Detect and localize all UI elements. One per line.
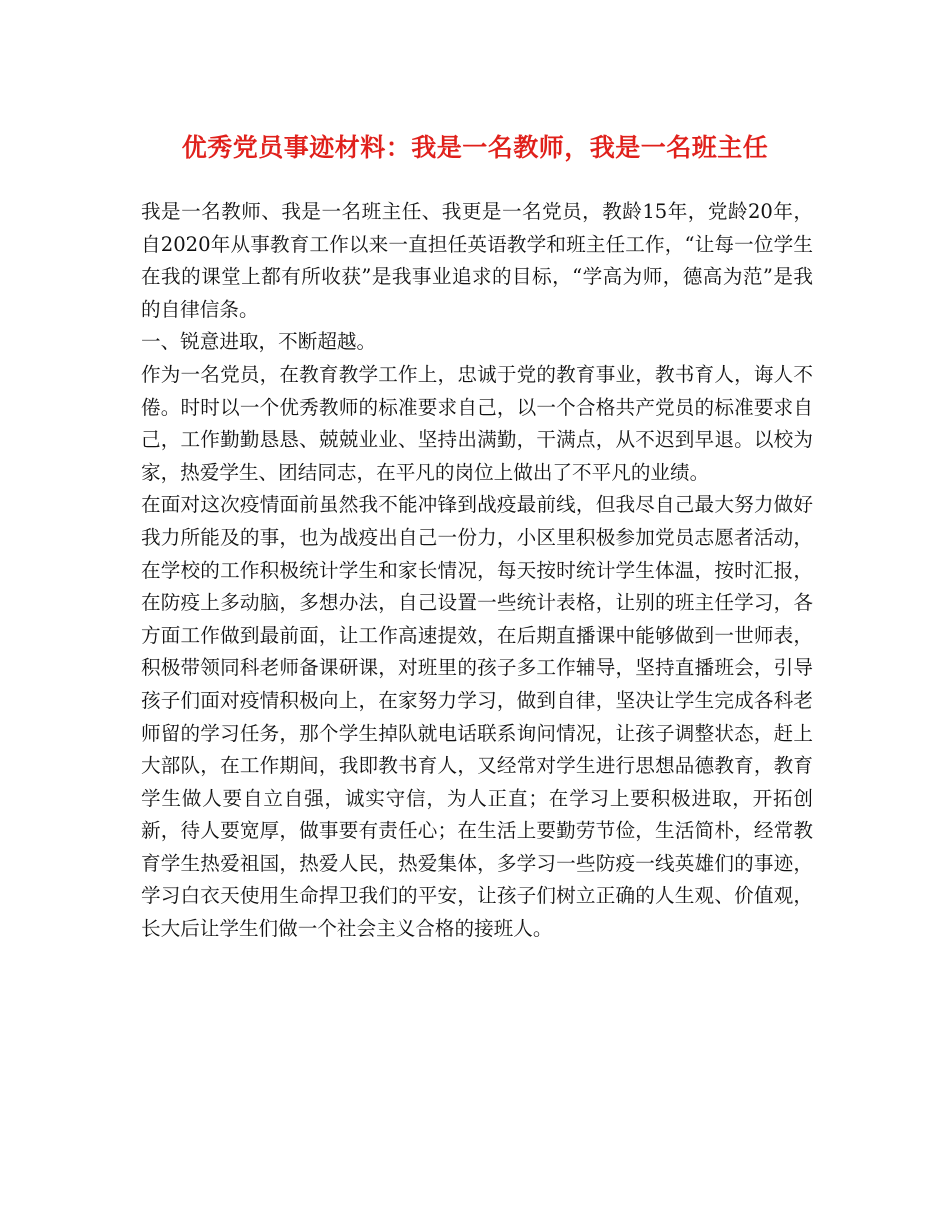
paragraph-duty: 作为一名党员，在教育教学工作上，忠诚于党的教育事业，教书育人，诲人不倦。时时以一个优秀教师的标准要求自己，以一个合格共产党员的标准要求自己，工作勤勤恳恳、兢兢业业、坚持出满勤，干满点，从不迟到早退。以校为家，热爱学生、团结同志，在平凡的岗位上做出了不平凡的业绩。 bbox=[141, 362, 813, 484]
document-body bbox=[141, 196, 813, 946]
paragraph-epidemic: 在面对这次疫情面前虽然我不能冲锋到战疫最前线，但我尽自己最大努力做好我力所能及的事，也为战疫出自己一份力，小区里积极参加党员志愿者活动，在学校的工作积极统计学生和家长情况，每天按时统计学生体温，按时汇报，在防疫上多动脑，多想办法，自己设置一些统计表格，让别的班主任学习，各方面工作做到最前面，让工作高速提效，在后期直播课中能够做到一世师表，积极带领同科老师备课研课，对班里的孩子多工作辅导，坚持直播班会，引导孩子们面对疫情积极向上，在家努力学习，做到自律，坚决让学生完成各科老师留的学习任务，那个学生掉队就电话联系询问情况，让孩子调整状态，赶上大部队，在工作期间，我即教书育人，又经常对学生进行思想品德教育，教育学生做人要自立自强，诚实守信，为人正直；在学习上要积极进取，开拓创新，待人要宽厚，做事要有责任心；在生活上要勤劳节俭，生活简朴，经常教育学生热爱祖国，热爱人民，热爱集体，多学习一些防疫一线英雄们的事迹，学习白衣天使用生命捍卫我们的平安，让孩子们树立正确的人生观、价值观，长大后让学生们做一个社会主义合格的接班人。 bbox=[141, 493, 813, 941]
document-title: 优秀党员事迹材料：我是一名教师，我是一名班主任 bbox=[181, 133, 769, 162]
paragraph-intro: 我是一名教师、我是一名班主任、我更是一名党员，教龄15年，党龄20年，自2020年从事教育工作以来一直担任英语教学和班主任工作，“让每一位学生在我的课堂上都有所收获”是我事业追求的目标，“学高为师，德高为范”是我的自律信条。 bbox=[141, 200, 813, 321]
section-heading: 一、锐意进取，不断超越。 bbox=[141, 330, 377, 354]
